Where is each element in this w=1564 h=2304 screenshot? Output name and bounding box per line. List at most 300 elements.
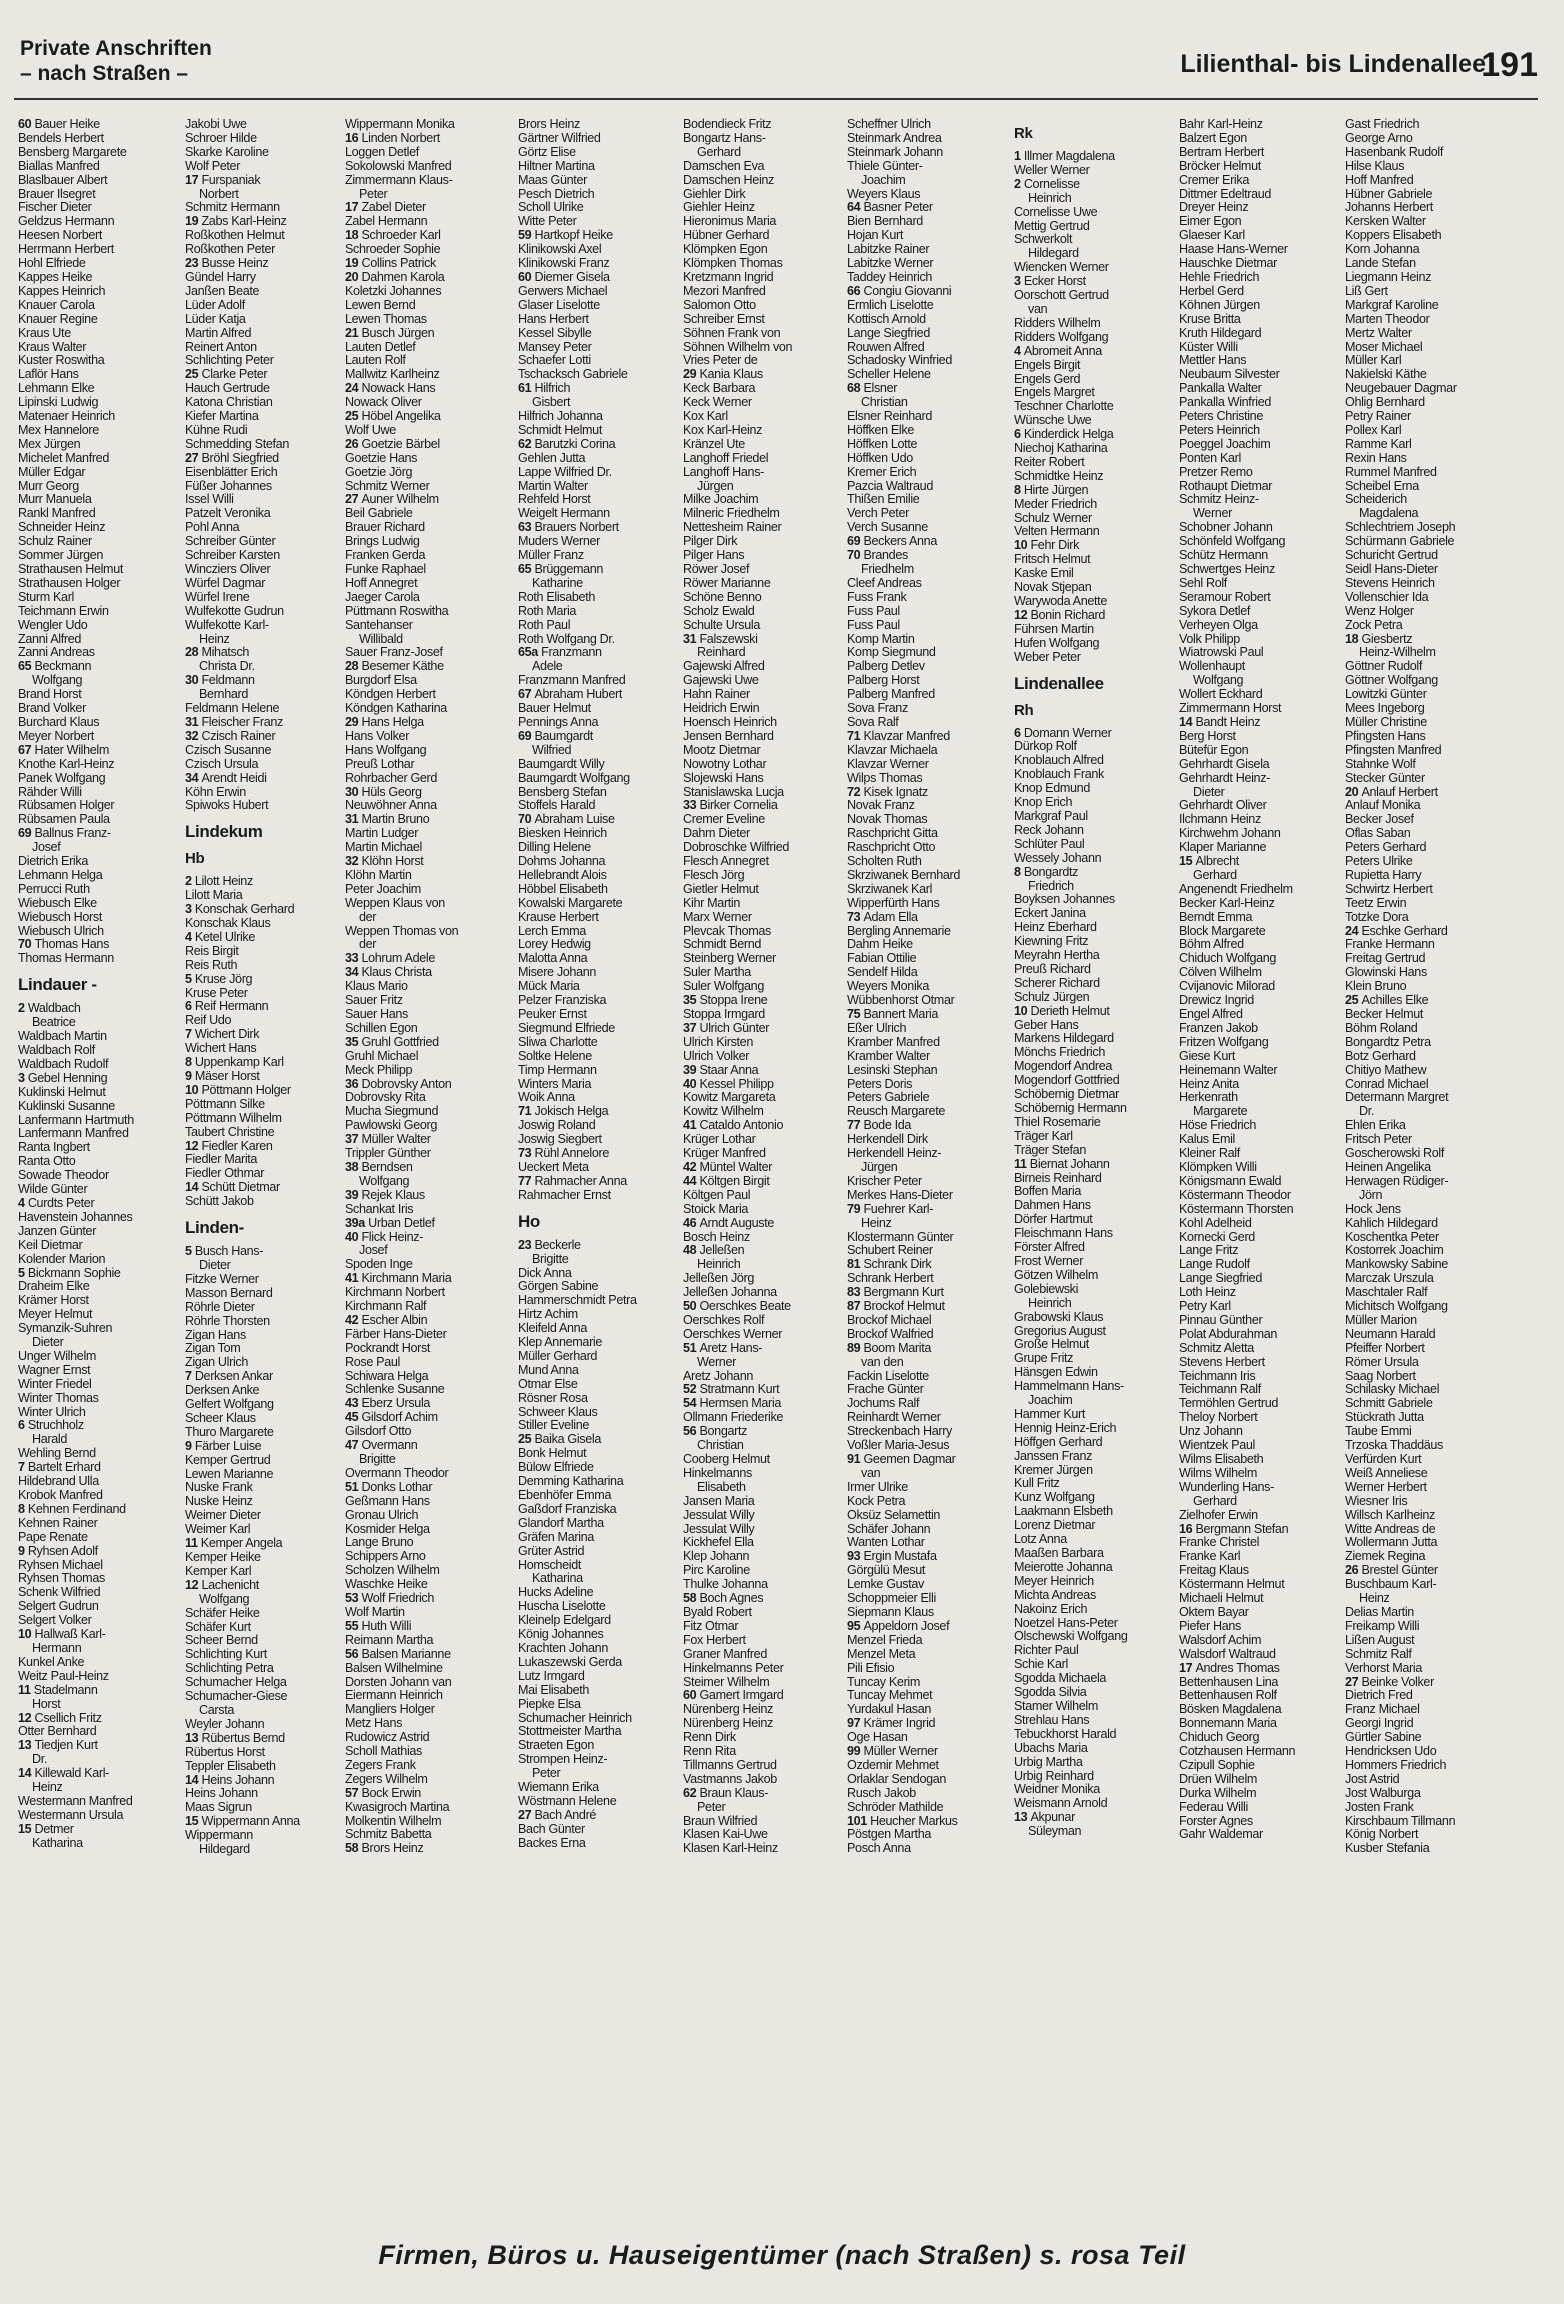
listing-entry: Wünsche Uwe	[1014, 414, 1092, 428]
listing-entry: Kretzmann Ingrid	[683, 270, 774, 284]
listing-entry: Scherer Richard	[1014, 976, 1100, 990]
listing-entry: Dorsten Johann van	[345, 1675, 452, 1689]
listing-entry: Träger Stefan	[1014, 1143, 1086, 1157]
listing-entry: Winter Thomas	[18, 1391, 99, 1405]
listing-entry: 3 Ecker Horst	[1014, 275, 1086, 289]
listing-entry: Seramour Robert	[1179, 590, 1271, 604]
listing-entry: Scheer Klaus	[185, 1411, 256, 1425]
listing-entry: 10 Pöttmann Holger	[185, 1083, 291, 1097]
listing-entry: Draheim Elke	[18, 1280, 90, 1294]
listing-entry: Dahm Heike	[847, 938, 913, 952]
listing-entry: 3 Konschak Gerhard	[185, 903, 295, 917]
listing-entry: Kiewning Fritz	[1014, 935, 1089, 949]
listing-entry: Nowotny Lothar	[683, 757, 767, 771]
listing-entry: Janzen Günter	[18, 1224, 97, 1238]
listing-entry: Thiel Rosemarie	[1014, 1115, 1101, 1129]
listing-entry: Peters Gerhard	[1345, 841, 1427, 855]
listing-entry: Birneis Reinhard	[1014, 1171, 1102, 1185]
listing-entry: Joswig Roland	[518, 1119, 596, 1133]
listing-continuation: Heinrich	[697, 1258, 741, 1272]
listing-continuation: Adele	[532, 660, 563, 674]
listing-entry: Spoden Inge	[345, 1258, 413, 1272]
listing-entry: Velten Hermann	[1014, 525, 1100, 539]
listing-entry: 40 Flick Heinz-	[345, 1230, 424, 1244]
listing-continuation: Elisabeth	[697, 1480, 746, 1494]
listing-entry: Reimann Martha	[345, 1633, 434, 1647]
listing-entry: Markgraf Karoline	[1345, 298, 1439, 312]
listing-entry: 28 Besemer Käthe	[345, 660, 444, 674]
listing-entry: Mogendorf Andrea	[1014, 1060, 1113, 1074]
listing-continuation: Gerhard	[697, 145, 741, 159]
listing-continuation: Dieter	[32, 1336, 64, 1350]
listing-entry: Metz Hans	[345, 1717, 403, 1731]
listing-entry: Schmedding Stefan	[185, 437, 289, 451]
listing-entry: Meder Friedrich	[1014, 497, 1097, 511]
listing-entry: Richter Paul	[1014, 1644, 1079, 1658]
listing-entry: Bensberg Margarete	[18, 145, 127, 159]
listing-entry: Flesch Jörg	[683, 868, 745, 882]
listing-entry: Neugebauer Dagmar	[1345, 382, 1457, 396]
listing-entry: 69 Ballnus Franz-	[18, 827, 111, 841]
listing-entry: Golebiewski	[1014, 1282, 1079, 1296]
listing-entry: Ilchmann Heinz	[1179, 813, 1261, 827]
listing-entry: Brand Volker	[18, 702, 86, 716]
listing-entry: Hammer Kurt	[1014, 1407, 1086, 1421]
listing-entry: Krachten Johann	[518, 1641, 608, 1655]
listing-entry: Bach Günter	[518, 1822, 585, 1836]
listing-entry: Brors Heinz	[518, 118, 580, 131]
listing-entry: Brings Ludwig	[345, 535, 420, 549]
listing-entry: Cleef Andreas	[847, 576, 922, 590]
listing-entry: Stückrath Jutta	[1345, 1411, 1424, 1425]
listing-entry: Murr Georg	[18, 479, 79, 493]
listing-entry: Herkendell Dirk	[847, 1133, 928, 1147]
listing-entry: Köndgen Katharina	[345, 702, 447, 716]
listing-entry: Langhoff Friedel	[683, 451, 769, 465]
listing-entry: Otter Bernhard	[18, 1725, 97, 1739]
listing-continuation: Werner	[697, 1355, 736, 1369]
listing-entry: Pöttmann Wilhelm	[185, 1111, 282, 1125]
listing-entry: Schumacher-Giese	[185, 1690, 288, 1704]
listing-entry: 10 Derieth Helmut	[1014, 1004, 1110, 1018]
listing-entry: Perrucci Ruth	[18, 882, 90, 896]
listing-entry: Gärtner Wilfried	[518, 131, 601, 145]
listing-entry: Weber Peter	[1014, 650, 1081, 664]
listing-entry: Vollenschier Ida	[1345, 590, 1429, 604]
listing-entry: 32 Klöhn Horst	[345, 855, 424, 869]
listing-entry: Peters Ulrike	[1345, 855, 1413, 869]
listing-entry: Schaefer Lotti	[518, 354, 591, 368]
listing-entry: Murr Manuela	[18, 493, 92, 507]
listing-entry: Geldzus Hermann	[18, 215, 115, 229]
listing-entry: Pretzer Remo	[1179, 465, 1253, 479]
listing-entry: Jelleßen Jörg	[683, 1272, 755, 1286]
listing-entry: Voßler Maria-Jesus	[847, 1439, 950, 1453]
listing-entry: Lewen Bernd	[345, 298, 416, 312]
listing-entry: Hommers Friedrich	[1345, 1758, 1447, 1772]
listing-entry: Kock Petra	[847, 1494, 906, 1508]
listing-entry: Weismann Arnold	[1014, 1797, 1108, 1811]
listing-entry: Janssen Franz	[1014, 1449, 1093, 1463]
listing-entry: Reiter Robert	[1014, 455, 1085, 469]
listing-entry: Georgi Ingrid	[1345, 1717, 1414, 1731]
listing-entry: 28 Mihatsch	[185, 646, 250, 660]
listing-entry: Bongardtz Petra	[1345, 1035, 1431, 1049]
listing-entry: Fuss Paul	[847, 604, 900, 618]
listing-entry: 44 Költgen Birgit	[683, 1174, 770, 1188]
listing-entry: Stoffels Harald	[518, 799, 596, 813]
listing-entry: Teichmann Ralf	[1179, 1383, 1261, 1397]
listing-entry: Taddey Heinrich	[847, 270, 933, 284]
listing-entry: Träger Karl	[1014, 1129, 1073, 1143]
listing-entry: 60 Bauer Heike	[18, 118, 100, 131]
listing-entry: Oerschkes Rolf	[683, 1313, 765, 1327]
listing-entry: Kuster Roswitha	[18, 354, 105, 368]
listing-entry: Röwer Josef	[683, 563, 750, 576]
listing-entry: Timp Hermann	[518, 1063, 597, 1077]
listing-entry: Pockrandt Horst	[345, 1341, 431, 1355]
directory-column-1	[18, 118, 181, 2208]
listing-entry: Wiebusch Elke	[18, 896, 97, 910]
listing-entry: 67 Hater Wilhelm	[18, 743, 109, 757]
listing-entry: Heins Johann	[185, 1787, 258, 1801]
listing-entry: 17 Andres Thomas	[1179, 1661, 1280, 1675]
listing-continuation: Peter	[359, 187, 388, 201]
listing-entry: Pennings Anna	[518, 715, 599, 729]
listing-entry: Stoppa Irmgard	[683, 1008, 765, 1021]
listing-entry: Schenk Wilfried	[18, 1586, 101, 1600]
listing-entry: Wilps Thomas	[847, 771, 923, 785]
listing-entry: Boyksen Johannes	[1014, 893, 1115, 907]
listing-entry: Klömpken Willi	[1179, 1160, 1257, 1174]
listing-entry: 63 Brauers Norbert	[518, 521, 619, 535]
listing-entry: Reis Birgit	[185, 944, 239, 958]
listing-entry: Schroer Hilde	[185, 131, 257, 145]
listing-entry: Gilsdorf Otto	[345, 1425, 412, 1439]
listing-entry: Schulte Ursula	[683, 618, 760, 632]
listing-continuation: der	[359, 938, 377, 952]
listing-entry: 29 Kania Klaus	[683, 368, 763, 382]
listing-entry: 6 Kinderdick Helga	[1014, 428, 1114, 442]
listing-entry: Renn Rita	[683, 1745, 736, 1759]
listing-entry: Rusch Jakob	[847, 1786, 916, 1800]
listing-entry: Gast Friedrich	[1345, 118, 1420, 131]
listing-entry: Gajewski Alfred	[683, 660, 765, 674]
listing-entry: Pazcia Waltraud	[847, 479, 933, 493]
listing-continuation: Jürgen	[861, 1160, 898, 1174]
listing-entry: Malotta Anna	[518, 952, 588, 966]
listing-entry: Mootz Dietmar	[683, 743, 761, 757]
listing-entry: Ubachs Maria	[1014, 1741, 1088, 1755]
listing-entry: Sauer Hans	[345, 1008, 409, 1021]
listing-entry: Küster Willi	[1179, 340, 1238, 354]
listing-entry: Symanzik-Suhren	[18, 1322, 113, 1336]
listing-entry: 23 Beckerle	[518, 1238, 581, 1252]
listing-entry: Hildebrand Ulla	[18, 1475, 99, 1489]
listing-entry: Kowalski Margarete	[518, 896, 623, 910]
listing-entry: Koschentka Peter	[1345, 1230, 1439, 1244]
listing-entry: Kersken Walter	[1345, 215, 1426, 229]
listing-entry: Panek Wolfgang	[18, 771, 106, 785]
listing-entry: 39 Rejek Klaus	[345, 1188, 425, 1202]
listing-entry: Heinz Eberhard	[1014, 921, 1097, 935]
listing-entry: Waldbach Martin	[18, 1030, 107, 1044]
listing-entry: 73 Rühl Annelore	[518, 1147, 610, 1161]
listing-entry: Mettig Gertrud	[1014, 219, 1090, 233]
listing-entry: 50 Oerschkes Beate	[683, 1300, 791, 1314]
listing-entry: Klinikowski Franz	[518, 257, 610, 271]
listing-entry: Hänsgen Edwin	[1014, 1366, 1098, 1380]
listing-entry: Milneric Friedhelm	[683, 507, 780, 521]
listing-entry: Michitsch Wolfgang	[1345, 1300, 1448, 1314]
listing-entry: Kohl Adelheid	[1179, 1216, 1252, 1230]
listing-entry: Schmitz Babetta	[345, 1828, 432, 1842]
listing-continuation: Heinz	[199, 632, 230, 646]
listing-entry: Köstermann Helmut	[1179, 1578, 1285, 1592]
listing-entry: Klostermann Günter	[847, 1230, 954, 1244]
listing-entry: Nakoinz Erich	[1014, 1602, 1088, 1616]
listing-entry: Unger Wilhelm	[18, 1349, 97, 1363]
listing-entry: Rösner Rosa	[518, 1391, 588, 1405]
listing-entry: 71 Jokisch Helga	[518, 1105, 609, 1119]
listing-entry: Kruth Hildegard	[1179, 326, 1262, 340]
listing-entry: Rahmacher Ernst	[518, 1188, 611, 1202]
listing-entry: Hübner Gerhard	[683, 229, 770, 243]
listing-entry: Novak Franz	[847, 799, 915, 813]
listing-entry: Poeggel Joachim	[1179, 437, 1271, 451]
listing-entry: Woik Anna	[518, 1091, 575, 1105]
listing-entry: Pankalla Walter	[1179, 382, 1262, 396]
listing-entry: Anlauf Monika	[1345, 799, 1421, 813]
listing-entry: Roßkothen Helmut	[185, 229, 285, 243]
listing-entry: Lange Siegfried	[1179, 1272, 1262, 1286]
header-subtitle: – nach Straßen –	[20, 62, 189, 85]
listing-entry: Conrad Michael	[1345, 1077, 1429, 1091]
listing-entry: Teichmann Erwin	[18, 604, 109, 618]
listing-entry: Keck Werner	[683, 396, 752, 410]
listing-entry: 43 Eberz Ursula	[345, 1397, 431, 1411]
listing-entry: 7 Wichert Dirk	[185, 1028, 260, 1042]
listing-entry: 11 Kemper Angela	[185, 1537, 283, 1551]
listing-entry: Hojan Kurt	[847, 229, 904, 243]
listing-entry: Goetzie Hans	[345, 451, 418, 465]
listing-entry: Stamer Wilhelm	[1014, 1699, 1098, 1713]
listing-entry: Schlüter Paul	[1014, 837, 1085, 851]
listing-entry: Boffen Maria	[1014, 1185, 1081, 1199]
listing-entry: Patzelt Veronika	[185, 507, 271, 521]
listing-entry: Kosmider Helga	[345, 1522, 430, 1536]
listing-entry: Thißen Emilie	[847, 493, 920, 507]
listing-entry: Grüter Astrid	[518, 1544, 585, 1558]
listing-entry: Waldbach Rolf	[18, 1044, 95, 1057]
listing-entry: Kowitz Wilhelm	[683, 1105, 764, 1119]
listing-entry: 12 Fiedler Karen	[185, 1139, 273, 1153]
listing-entry: Steinmark Johann	[847, 145, 943, 159]
listing-entry: Söhnen Frank von	[683, 326, 781, 340]
listing-entry: Konschak Klaus	[185, 917, 271, 931]
listing-entry: Brand Horst	[18, 688, 82, 702]
listing-entry: Schneider Heinz	[18, 521, 106, 535]
listing-entry: Irmer Ulrike	[847, 1480, 908, 1494]
listing-entry: Lüder Katja	[185, 312, 246, 326]
listing-continuation: Peter	[697, 1800, 726, 1814]
listing-entry: Lauten Detlef	[345, 340, 416, 354]
listing-entry: Hucks Adeline	[518, 1586, 594, 1600]
listing-entry: Sova Franz	[847, 702, 908, 716]
listing-entry: Kwasigroch Martina	[345, 1800, 450, 1814]
listing-continuation: Beatrice	[32, 1016, 76, 1030]
listing-entry: Dreyer Heinz	[1179, 201, 1249, 215]
listing-entry: Zock Petra	[1345, 618, 1403, 632]
listing-entry: Stevens Heinrich	[1345, 576, 1435, 590]
listing-entry: 5 Kruse Jörg	[185, 972, 253, 986]
listing-entry: Matenaer Heinrich	[18, 410, 115, 424]
listing-entry: Roßkothen Peter	[185, 243, 275, 257]
listing-entry: Lutz Irmgard	[518, 1669, 585, 1683]
listing-entry: Ryhsen Thomas	[18, 1572, 105, 1586]
listing-entry: 15 Wippermann Anna	[185, 1815, 300, 1829]
listing-entry: Jakobi Uwe	[185, 118, 247, 131]
listing-entry: Laflör Hans	[18, 368, 79, 382]
listing-entry: Große Helmut	[1014, 1338, 1089, 1352]
listing-entry: Winter Ulrich	[18, 1405, 86, 1419]
listing-entry: Püttmann Roswitha	[345, 604, 449, 618]
listing-entry: Kunz Wolfgang	[1014, 1491, 1095, 1505]
listing-entry: Niechoj Katharina	[1014, 442, 1108, 456]
listing-entry: Bröcker Helmut	[1179, 159, 1261, 173]
listing-entry: Dick Anna	[518, 1266, 572, 1280]
listing-entry: Schweer Klaus	[518, 1405, 598, 1419]
listing-entry: Lauten Rolf	[345, 354, 406, 368]
listing-entry: Westermann Manfred	[18, 1794, 133, 1808]
listing-entry: Kramber Walter	[847, 1049, 930, 1063]
listing-entry: 7 Bartelt Erhard	[18, 1461, 101, 1475]
listing-entry: Klöhn Martin	[345, 868, 412, 882]
listing-entry: Köndgen Herbert	[345, 688, 436, 702]
listing-entry: Heinen Angelika	[1345, 1160, 1431, 1174]
listing-continuation: Christian	[697, 1439, 744, 1453]
listing-entry: Keil Dietmar	[18, 1238, 83, 1252]
listing-entry: Lesinski Stephan	[847, 1063, 938, 1077]
listing-continuation: Dieter	[199, 1258, 231, 1272]
listing-continuation: Christa Dr.	[199, 660, 255, 674]
listing-entry: Lange Fritz	[1179, 1244, 1239, 1258]
street-heading: Lindauer -	[18, 975, 97, 995]
listing-entry: Brauer Ilsegret	[18, 187, 96, 201]
listing-continuation: Jürgen	[697, 479, 734, 493]
listing-entry: 27 Bach André	[518, 1808, 597, 1822]
listing-entry: Höffken Elke	[847, 423, 914, 437]
listing-entry: Engels Gerd	[1014, 372, 1081, 386]
listing-entry: Schulz Rainer	[18, 535, 92, 549]
listing-entry: Franke Christel	[1179, 1536, 1260, 1550]
listing-entry: Johanns Herbert	[1345, 201, 1433, 215]
listing-entry: Overmann Theodor	[345, 1466, 449, 1480]
listing-entry: 20 Dahmen Karola	[345, 270, 445, 284]
listing-entry: Pili Efisio	[847, 1661, 895, 1675]
page-range-title: Lilienthal- bis Lindenallee	[1180, 50, 1486, 78]
listing-entry: Kessel Sibylle	[518, 326, 592, 340]
listing-entry: Lewen Thomas	[345, 312, 427, 326]
listing-entry: 42 Escher Albin	[345, 1313, 428, 1327]
listing-entry: Gürtler Sabine	[1345, 1731, 1422, 1745]
listing-entry: 53 Wolf Friedrich	[345, 1592, 435, 1606]
listing-entry: Grupe Fritz	[1014, 1352, 1074, 1366]
listing-entry: Franke Hermann	[1345, 938, 1435, 952]
listing-entry: Schilasky Michael	[1345, 1383, 1440, 1397]
listing-entry: Jessulat Willy	[683, 1522, 755, 1536]
listing-entry: 24 Nowack Hans	[345, 382, 436, 396]
listing-entry: Masson Bernard	[185, 1286, 273, 1300]
listing-entry: Feldmann Helene	[185, 702, 280, 716]
listing-entry: Schöbernig Hermann	[1014, 1102, 1127, 1115]
listing-entry: Wübbenhorst Otmar	[847, 994, 955, 1008]
listing-entry: Oerschkes Werner	[683, 1327, 783, 1341]
listing-entry: Federau Willi	[1179, 1800, 1248, 1814]
directory-column-4	[518, 118, 681, 2208]
listing-continuation: Joachim	[1028, 1394, 1073, 1408]
listing-entry: Ranta Otto	[18, 1155, 76, 1169]
listing-entry: 57 Bock Erwin	[345, 1786, 421, 1800]
listing-entry: Lanfermann Manfred	[18, 1127, 129, 1141]
listing-entry: Köhn Erwin	[185, 785, 246, 799]
listing-entry: Stiller Eveline	[518, 1419, 590, 1433]
listing-entry: Keck Barbara	[683, 382, 756, 396]
listing-entry: Königsmann Ewald	[1179, 1174, 1282, 1188]
listing-entry: 2 Cornelisse	[1014, 177, 1080, 191]
listing-continuation: Willibald	[359, 632, 403, 646]
listing-continuation: Süleyman	[1028, 1825, 1082, 1839]
listing-entry: Sauer Franz-Josef	[345, 646, 443, 660]
listing-entry: Skrziwanek Karl	[847, 882, 933, 896]
listing-entry: Weigelt Hermann	[518, 507, 610, 521]
listing-entry: Wenz Holger	[1345, 604, 1414, 618]
listing-entry: Röhrle Dieter	[185, 1300, 255, 1314]
listing-continuation: Reinhard	[697, 646, 746, 660]
listing-entry: Zabel Hermann	[345, 215, 428, 229]
listing-entry: Waldbach Rudolf	[18, 1057, 109, 1071]
listing-entry: Hammelmann Hans-	[1014, 1380, 1124, 1394]
listing-entry: Wolf Uwe	[345, 423, 396, 437]
listing-entry: Scholten Ruth	[847, 855, 922, 869]
listing-entry: 61 Hilfrich	[518, 382, 571, 396]
listing-entry: Cremer Erika	[1179, 173, 1249, 187]
header-title: Private Anschriften	[20, 37, 212, 60]
listing-entry: 47 Overmann	[345, 1439, 418, 1453]
listing-entry: 59 Hartkopf Heike	[518, 229, 613, 243]
listing-entry: Preuß Lothar	[345, 757, 415, 771]
listing-entry: Bien Bernhard	[847, 215, 923, 229]
listing-entry: Stevens Herbert	[1179, 1355, 1265, 1369]
listing-entry: Kraus Walter	[18, 340, 87, 354]
listing-entry: 8 Kehnen Ferdinand	[18, 1502, 126, 1516]
listing-entry: Herrmann Herbert	[18, 243, 114, 257]
listing-entry: Bütefür Egon	[1179, 743, 1249, 757]
listing-entry: Suler Martha	[683, 966, 751, 980]
listing-continuation: Heinz	[32, 1781, 63, 1795]
listing-entry: 62 Braun Klaus-	[683, 1786, 769, 1800]
listing-entry: Teschner Charlotte	[1014, 400, 1114, 414]
listing-entry: Frost Werner	[1014, 1254, 1084, 1268]
listing-continuation: Magdalena	[1359, 507, 1419, 521]
listing-entry: Sykora Detlef	[1179, 604, 1251, 618]
listing-continuation: Horst	[32, 1697, 61, 1711]
listing-entry: Jessulat Willy	[683, 1508, 755, 1522]
listing-entry: Lukaszewski Gerda	[518, 1655, 622, 1669]
listing-entry: Wilms Elisabeth	[1179, 1453, 1264, 1466]
listing-entry: Fuss Paul	[847, 618, 900, 632]
listing-entry: 40 Kessel Philipp	[683, 1077, 774, 1091]
